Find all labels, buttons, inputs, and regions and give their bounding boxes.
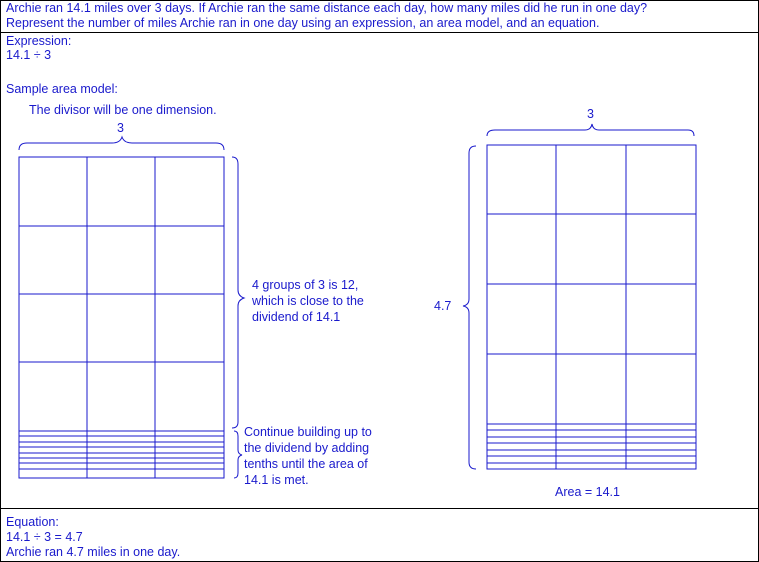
right-height-brace [463,146,476,469]
tenths-note-line-3: tenths until the area of [244,457,368,471]
problem-line-1: Archie ran 14.1 miles over 3 days. If Archie ran the same distance each day, how many miles did he run in one day? [6,1,648,15]
problem-line-2: Represent the number of miles Archie ran in one day using an expression, an area model, and an equation. [6,16,600,30]
area-model-heading: Sample area model: [6,82,118,96]
divisor-note: The divisor will be one dimension. [29,103,217,117]
area-label: Area = 14.1 [555,485,620,499]
equation-value: 14.1 ÷ 3 = 4.7 [6,530,83,544]
right-grid-outline [487,145,696,469]
tenths-note-line-4: 14.1 is met. [244,473,309,487]
groups-note-line-3: dividend of 14.1 [252,310,341,324]
tenths-note-line-2: the dividend by adding [244,441,370,455]
expression-value: 14.1 ÷ 3 [6,48,52,62]
tenths-brace [234,431,242,478]
right-height-label: 4.7 [434,299,452,313]
groups-note-line-2: which is close to the [252,294,364,308]
answer-text: Archie ran 4.7 miles in one day. [6,545,181,559]
left-grid-outline [19,157,224,478]
expression-heading: Expression: [6,34,72,48]
tenths-note-line-1: Continue building up to [244,425,372,439]
right-width-label: 3 [587,107,594,121]
right-width-brace [487,124,694,136]
left-width-brace [19,137,224,150]
left-width-label: 3 [117,121,124,135]
equation-heading: Equation: [6,515,59,529]
groups-brace [232,157,244,428]
groups-note-line-1: 4 groups of 3 is 12, [252,278,359,292]
